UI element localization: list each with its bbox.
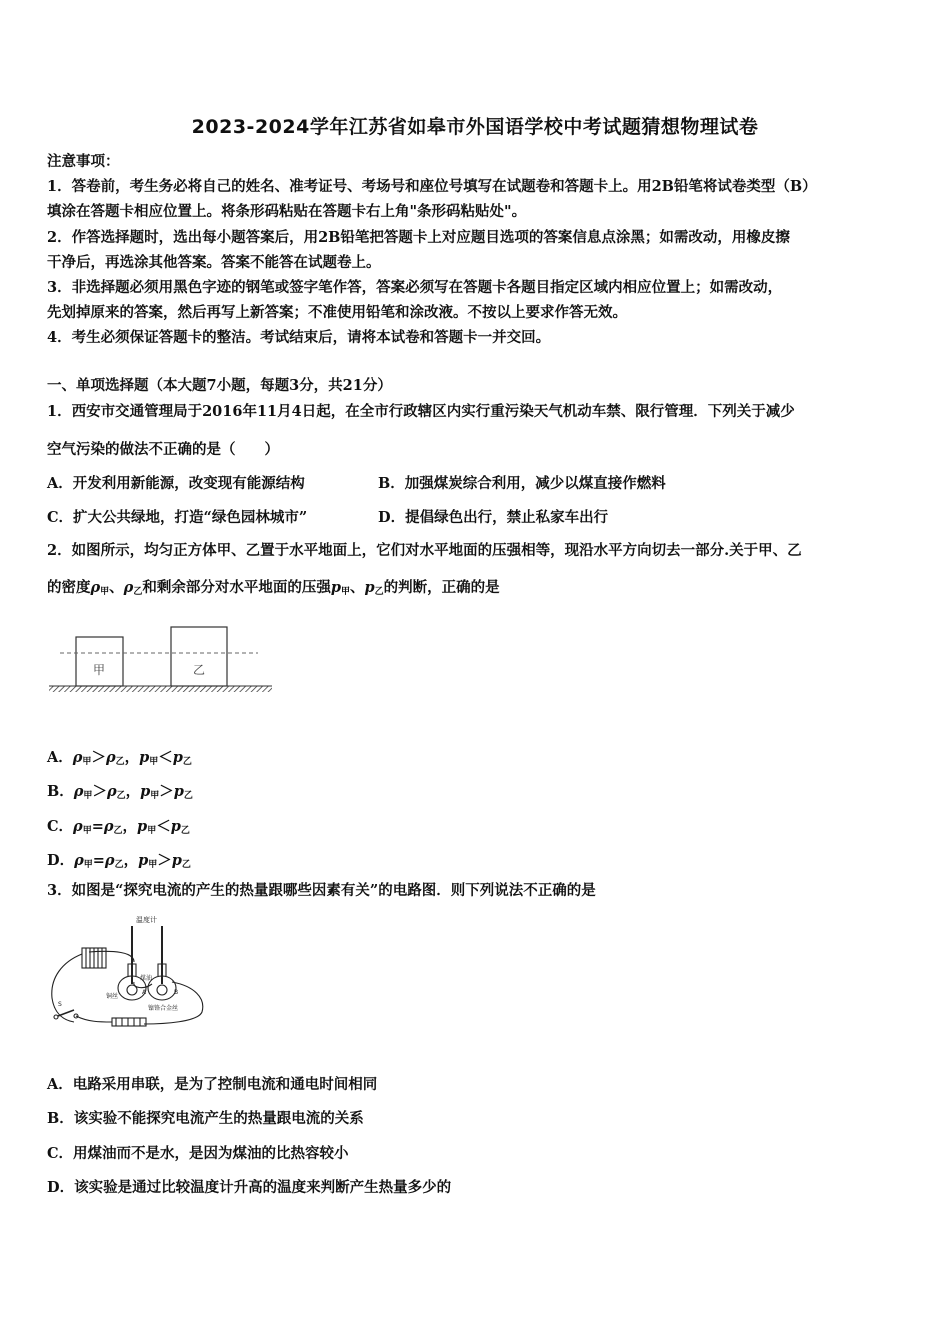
notice-line: 2．作答选择题时，选出每小题答案后，用2B铅笔把答题卡上对应题目选项的答案信息点涂黑；如需改动，用橡皮擦 — [47, 229, 790, 246]
q2-option-c: C．$\rho_甲=\rho_乙$，$p_甲<p_乙$ — [47, 818, 190, 836]
q3-option-a: A．电路采用串联，是为了控制电流和通电时间相同 — [47, 1076, 378, 1093]
label-s: S — [58, 1001, 62, 1008]
question-2-line-2: 的密度$\rho_甲$、$\rho_乙$和剩余部分对水平地面的压强$p_甲$、$p_乙$的判断，正确的是 — [47, 579, 500, 597]
notice-line: 先划掉原来的答案，然后再写上新答案；不准使用铅笔和涂改液。不按以上要求作答无效。 — [47, 304, 627, 321]
notice-line: 3．非选择题必须用黑色字迹的钢笔或签字笔作答，答案必须写在答题卡各题目指定区域内相应位置上；如需改动， — [47, 279, 783, 296]
cube-yi — [171, 627, 227, 686]
q2-option-a: A．$\rho_甲>\rho_乙$，$p_甲<p_乙$ — [47, 749, 192, 767]
notice-line: 1．答卷前，考生务必将自己的姓名、准考证号、考场号和座位号填写在试题卷和答题卡上。用2B铅笔将试卷类型（B） — [47, 178, 817, 195]
label-yi: 乙 — [192, 663, 206, 677]
label-jia: 甲 — [92, 663, 106, 677]
q3-option-d: D．该实验是通过比较温度计升高的温度来判断产生热量多少的 — [47, 1179, 452, 1196]
question-3-line-1: 3．如图是“探究电流的产生的热量跟哪些因素有关”的电路图．则下列说法不正确的是 — [47, 882, 596, 899]
q1-option-c: C．扩大公共绿地，打造“绿色园林城市” — [47, 509, 308, 526]
question-1-line-1: 1．西安市交通管理局于2016年11月4日起，在全市行政辖区内实行重污染天气机动车禁、限行管理．下列关于减少 — [47, 403, 795, 420]
wire-top — [89, 951, 134, 962]
page-title: 2023-2024学年江苏省如皋市外国语学校中考试题猜想物理试卷 — [191, 116, 759, 138]
notice-line: 4．考生必须保证答题卡的整洁。考试结束后，请将本试卷和答题卡一并交回。 — [47, 329, 551, 346]
label-thermometer: 温度计 — [136, 916, 157, 924]
label-copper: 铜丝 — [106, 993, 119, 1000]
label-b: B — [174, 989, 179, 996]
cubes-figure — [46, 625, 276, 695]
notice-line: 填涂在答题卡相应位置上。将条形码粘贴在答题卡右上角"条形码粘贴处"。 — [47, 203, 527, 220]
label-oil: 煤油 — [140, 975, 153, 982]
q2-option-b: B．$\rho_甲>\rho_乙$，$p_甲>p_乙$ — [47, 783, 193, 801]
label-a: A — [142, 989, 147, 996]
circuit-figure — [44, 912, 214, 1034]
ground — [49, 686, 272, 692]
q1-option-b: B．加强煤炭综合利用，减少以煤直接作燃料 — [378, 475, 666, 492]
notice-line: 干净后，再选涂其他答案。答案不能答在试题卷上。 — [47, 254, 381, 271]
question-2-line-1: 2．如图所示，均匀正方体甲、乙置于水平地面上，它们对水平地面的压强相等，现沿水平方向切去一部分.关于甲、乙 — [47, 542, 802, 559]
q1-option-a: A．开发利用新能源，改变现有能源结构 — [47, 475, 305, 492]
section-heading: 一、单项选择题（本大题7小题，每题3分，共21分） — [47, 377, 392, 394]
label-alloy: 镍铬合金丝 — [148, 1005, 179, 1012]
cube-jia — [76, 637, 123, 686]
rheostat — [112, 1018, 146, 1026]
q3-option-c: C．用煤油而不是水，是因为煤油的比热容较小 — [47, 1145, 349, 1162]
question-1-line-2: 空气污染的做法不正确的是（ ） — [47, 441, 279, 458]
q1-option-d: D．提倡绿色出行，禁止私家车出行 — [378, 509, 609, 526]
notice-heading: 注意事项： — [47, 153, 120, 170]
wire-left — [52, 954, 82, 1022]
q2-option-d: D．$\rho_甲=\rho_乙$，$p_甲>p_乙$ — [47, 852, 191, 870]
switch — [58, 1010, 74, 1016]
q3-option-b: B．该实验不能探究电流产生的热量跟电流的关系 — [47, 1110, 364, 1127]
